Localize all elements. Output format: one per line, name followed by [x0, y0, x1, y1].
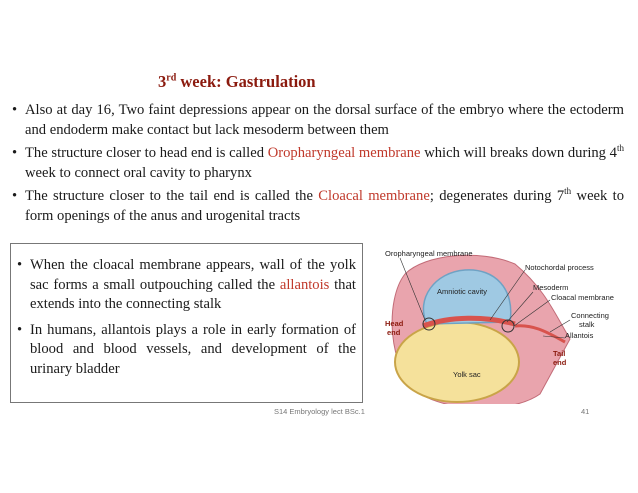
label-mesoderm: Mesoderm [533, 283, 569, 292]
label-cloacal: Cloacal membrane [551, 293, 614, 302]
bullet-item: • Also at day 16, Two faint depressions appear on the dorsal surface of the embryo where the ectoderm and endoderm make contact but lack mesoderm between them [12, 101, 624, 140]
label-stalk: stalk [579, 320, 595, 329]
label-oropharyngeal: Oropharyngeal membrane [385, 249, 473, 258]
label-allantois: Allantois [565, 331, 594, 340]
label-tail: Tail [553, 349, 566, 358]
label-amniotic: Amniotic cavity [437, 287, 488, 296]
highlight-term: allantois [279, 276, 330, 293]
label-notochordal: Notochordal process [525, 263, 594, 272]
embryo-diagram [365, 244, 635, 404]
slide-title: 3rd week: Gastrulation [158, 72, 316, 91]
highlight-term: Oropharyngeal membrane [267, 145, 421, 161]
main-bullet-list [12, 101, 624, 230]
bullet-item: • The structure closer to the tail end is called the Cloacal membrane; degenerates during 7th week to form openings of the anus and urogenital tracts [12, 187, 624, 226]
highlight-term: Cloacal membrane [318, 188, 430, 204]
box-bullet-item: • In humans, allantois plays a role in early formation of blood and blood vessels, and development of the urinary bladder [17, 321, 356, 380]
allantois-textbox [10, 243, 363, 403]
label-head: Head [385, 319, 404, 328]
label-yolk: Yolk sac [453, 370, 481, 379]
box-bullet-item: • When the cloacal membrane appears, wall of the yolk sac forms a small outpouching called the allantois that extends into the connecting stalk [17, 256, 356, 315]
page-number: 41 [581, 407, 590, 416]
bullet-item: • The structure closer to head end is called Oropharyngeal membrane which will breaks down during 4th week to connect oral cavity to pharynx [12, 144, 624, 183]
label-tail-end: end [553, 358, 567, 367]
label-head-end: end [387, 328, 401, 337]
footer-course: S14 Embryology lect BSc.1 [274, 407, 365, 416]
label-connecting: Connecting [571, 311, 609, 320]
yolk-sac-shape [395, 322, 519, 402]
